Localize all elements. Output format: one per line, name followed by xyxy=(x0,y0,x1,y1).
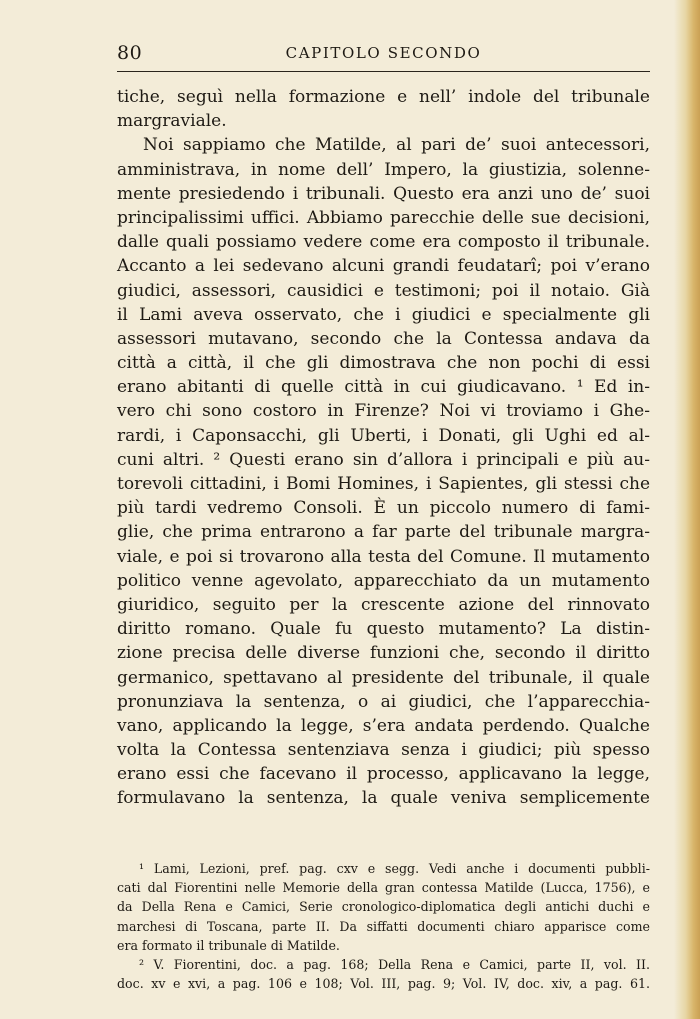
body-line: volta la Contessa sentenziava senza i giudici; più spesso xyxy=(117,740,650,761)
body-line: torevoli cittadini, i Bomi Homines, i Sapientes, gli stessi che xyxy=(117,474,650,494)
body-line: rardi, i Caponsacchi, gli Uberti, i Donati, gli Ughi ed al- xyxy=(117,425,650,446)
body-line: germanico, spettavano al presidente del tribunale, il quale xyxy=(117,667,650,688)
footnote-line: cati dal Fiorentini nelle Memorie della gran contessa Matilde (Lucca, 1756), e xyxy=(117,880,650,896)
body-line: viale, e poi si trovarono alla testa del Comune. Il mutamento xyxy=(117,546,650,567)
body-line: città a città, il che gli dimostrava che non pochi di essi xyxy=(117,353,650,374)
body-line: vero chi sono costoro in Firenze? Noi vi troviamo i Ghe- xyxy=(117,401,650,422)
body-line: zione precisa delle diverse funzioni che, secondo il diritto xyxy=(117,643,650,664)
footnote-line: era formato il tribunale di Matilde. xyxy=(117,937,340,953)
body-line: erano essi che facevano il processo, applicavano la legge, xyxy=(117,764,650,785)
running-head: CAPITOLO SECONDO xyxy=(285,44,482,62)
body-line: cuni altri. ² Questi erano sin d’allora i principali e più au- xyxy=(117,449,650,470)
page-number: 80 xyxy=(117,42,143,64)
body-line: pronunziava la sentenza, o ai giudici, che l’apparecchia- xyxy=(117,691,650,712)
body-line: diritto romano. Quale fu questo mutamento? La distin- xyxy=(117,619,650,640)
body-line: erano abitanti di quelle città in cui giudicavano. ¹ Ed in- xyxy=(117,377,650,398)
body-text xyxy=(117,85,650,811)
body-line: il Lami aveva osservato, che i giudici e specialmente gli xyxy=(117,304,650,325)
page-header xyxy=(117,42,650,68)
body-line: formulavano la sentenza, la quale veniva semplicemente xyxy=(117,788,650,809)
footnote-line: da Della Rena e Camici, Serie cronologico-diplomatica degli antichi duchi e xyxy=(117,899,650,915)
body-line: giuridico, seguito per la crescente azione del rinnovato xyxy=(117,594,650,615)
body-line: assessori mutavano, secondo che la Contessa andava da xyxy=(117,328,650,349)
body-line: vano, applicando la legge, s’era andata perdendo. Qualche xyxy=(117,715,650,736)
header-rule xyxy=(117,71,650,72)
body-line: glie, che prima entrarono a far parte del tribunale margra- xyxy=(117,522,650,543)
footnote-line: ² V. Fiorentini, doc. a pag. 168; Della Rena e Camici, parte II, vol. II. xyxy=(139,956,650,972)
body-line: giudici, assessori, causidici e testimoni; poi il notaio. Già xyxy=(117,280,650,301)
body-line: più tardi vedremo Consoli. È un piccolo numero di fami- xyxy=(117,498,650,519)
page-edge-shadow xyxy=(674,0,700,1019)
body-line: dalle quali possiamo vedere come era composto il tribunale. xyxy=(117,232,650,253)
body-line: principalissimi uffici. Abbiamo parecchie delle sue decisioni, xyxy=(117,207,650,228)
footnote-line: marchesi di Toscana, parte II. Da siffatti documenti chiaro apparisce come xyxy=(117,918,650,934)
footnote-line: ¹ Lami, Lezioni, pref. pag. cxv e segg. Vedi anche i documenti pubbli- xyxy=(139,861,650,876)
body-line: politico venne agevolato, apparecchiato da un mutamento xyxy=(117,570,650,591)
footnote-line: doc. xv e xvi, a pag. 106 e 108; Vol. III, pag. 9; Vol. IV, doc. xiv, a pag. 61. xyxy=(117,976,650,992)
body-line: tiche, seguì nella formazione e nell’ indole del tribunale xyxy=(117,87,650,107)
footnotes xyxy=(117,859,650,993)
body-line: amministrava, in nome dell’ Impero, la giustizia, solenne- xyxy=(117,159,650,180)
body-line: Accanto a lei sedevano alcuni grandi feudatarî; poi v’erano xyxy=(117,256,650,277)
body-line: mente presiedendo i tribunali. Questo era anzi uno de’ suoi xyxy=(117,183,650,204)
body-line: Noi sappiamo che Matilde, al pari de’ suoi antecessori, xyxy=(143,135,650,156)
body-line: margraviale. xyxy=(117,111,227,132)
